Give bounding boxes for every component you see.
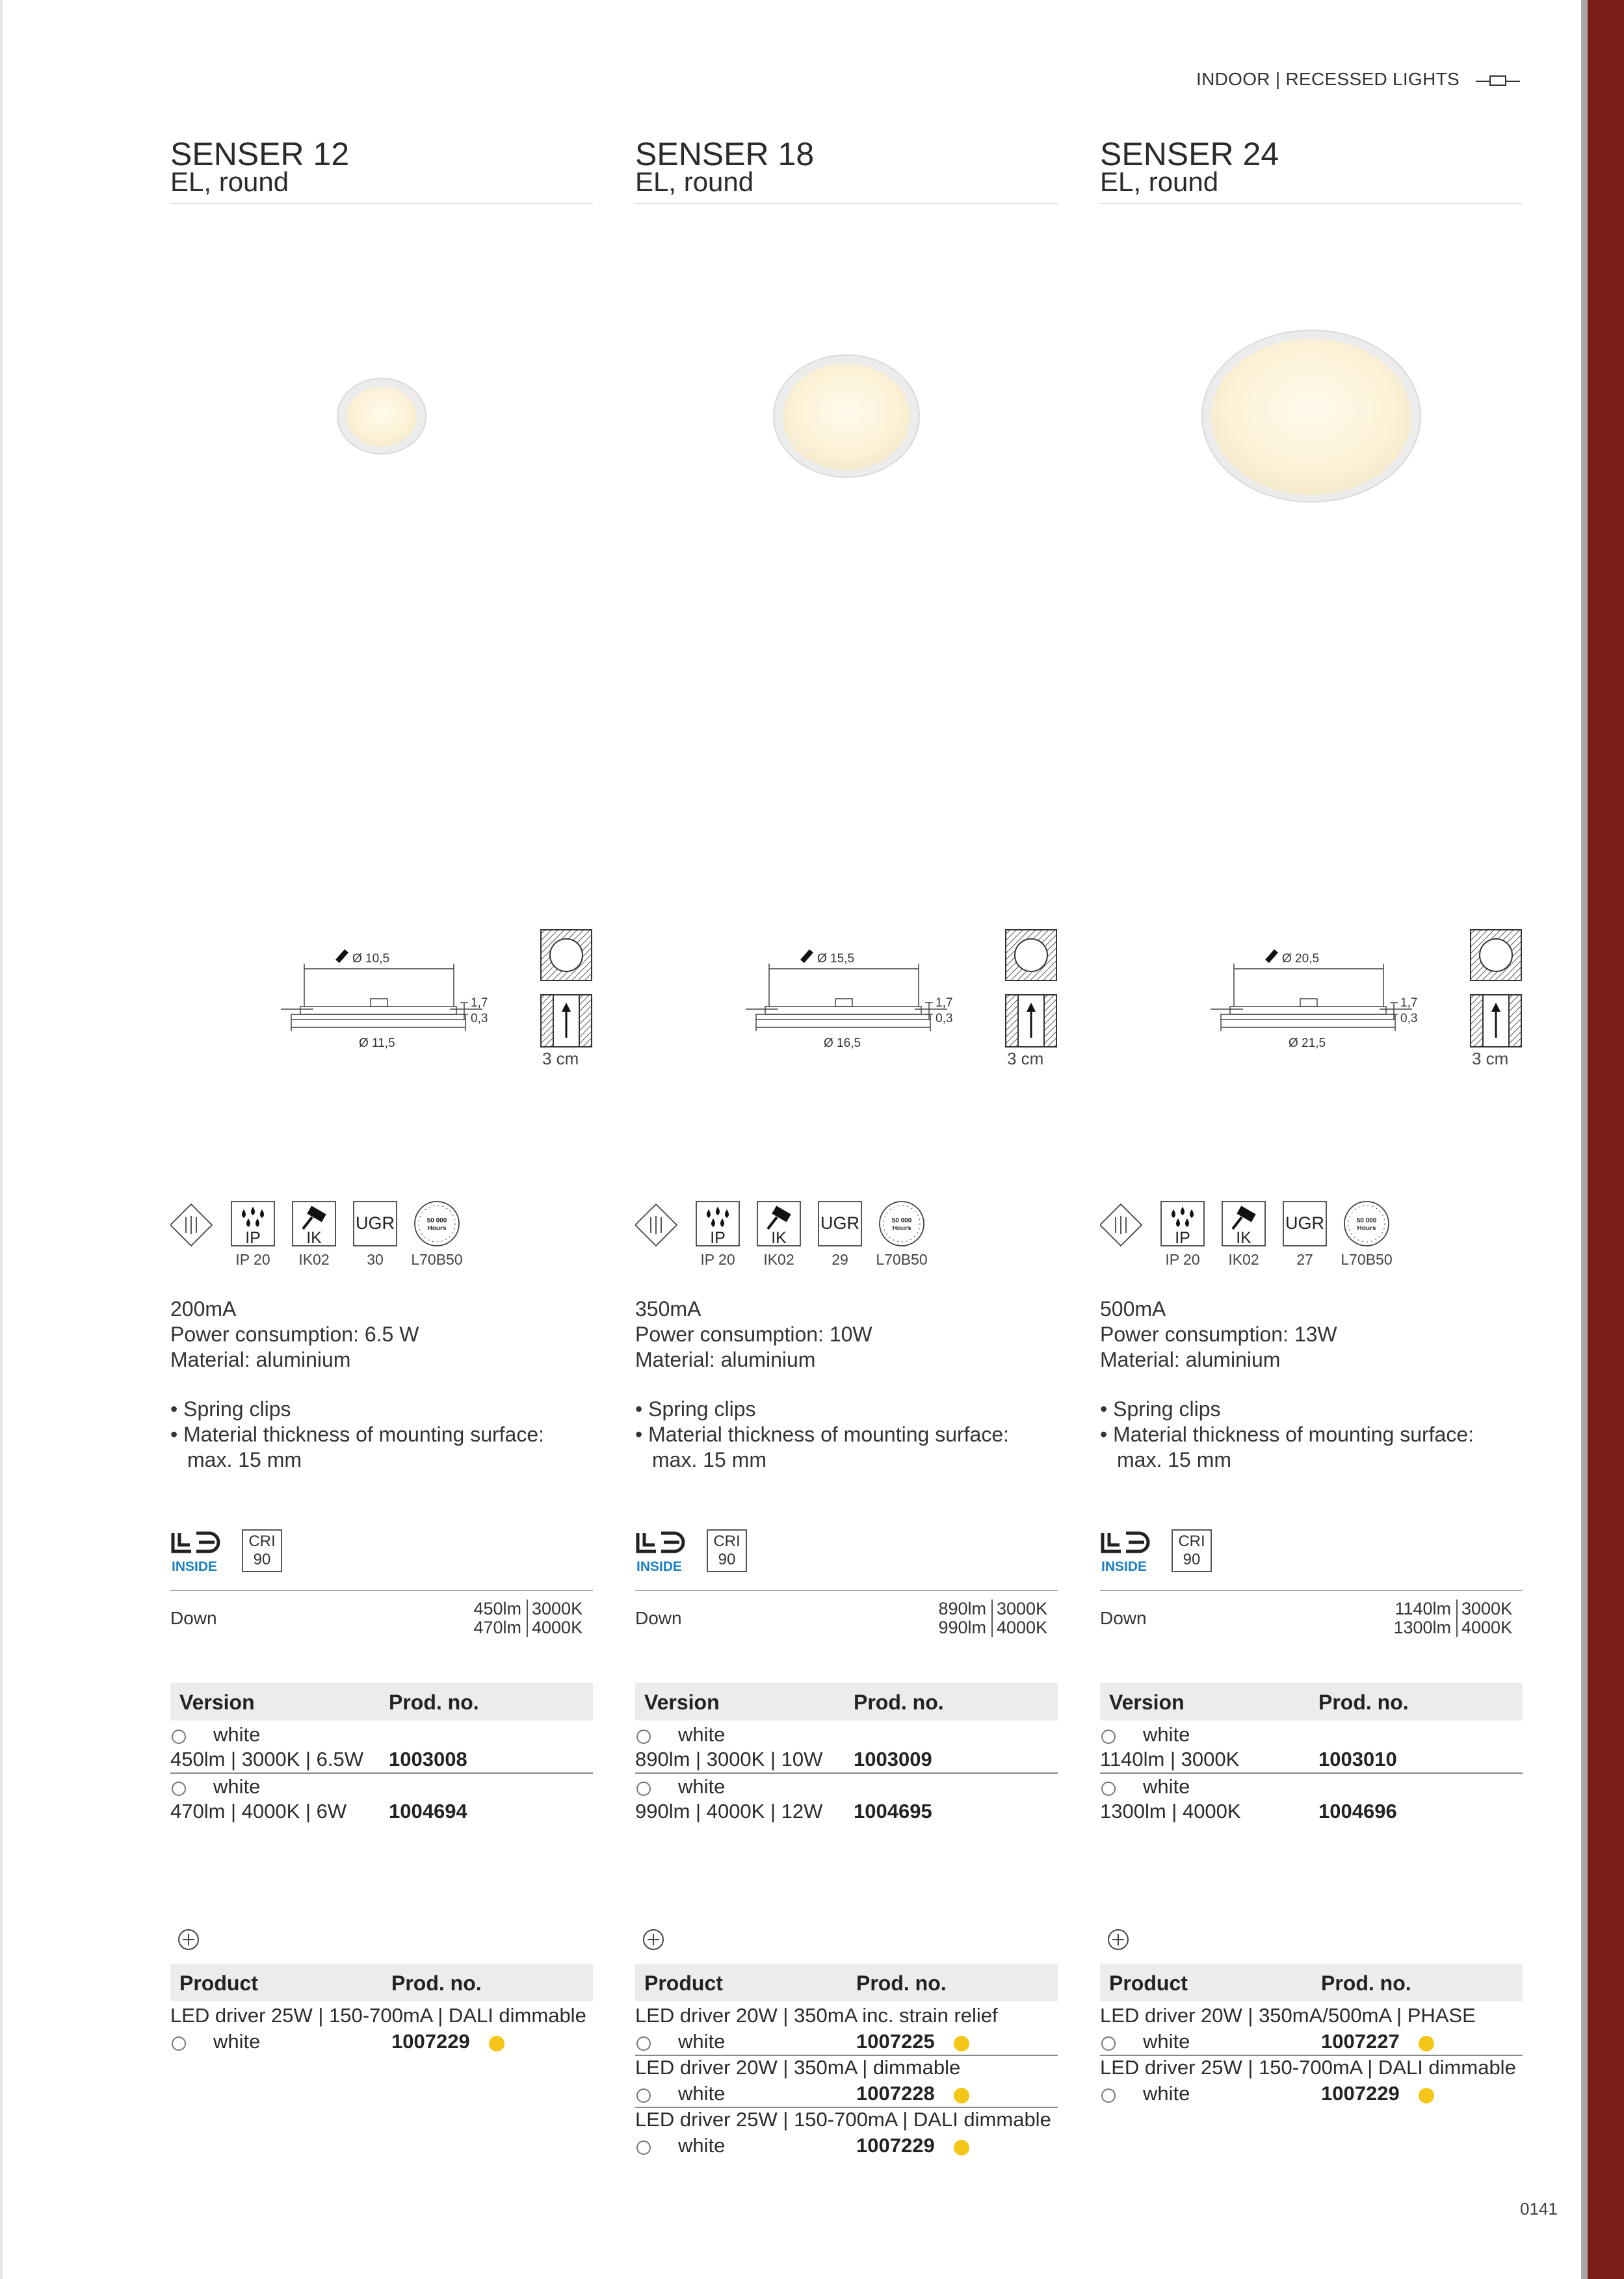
variant-radio[interactable] [636,1782,651,1796]
svg-text:INSIDE: INSIDE [636,1559,683,1574]
led-inside-icon [170,1531,222,1576]
product-column [170,0,593,2279]
variant-radio[interactable] [172,1782,186,1796]
availability-dot [1419,2088,1434,2103]
lifetime-value: L70B50 [876,1251,928,1268]
material-spec: Material: aluminium [1100,1348,1281,1371]
variant-radio[interactable] [1101,1782,1116,1796]
cri-value: 90 [1183,1551,1201,1568]
svg-text:50 000: 50 000 [426,1217,447,1224]
feature-bullet: • Material thickness of mounting surface: [170,1423,545,1446]
page-left-rule [0,0,3,2279]
section-header: INDOOR | RECESSED LIGHTS [1196,69,1460,89]
svg-text:Hours: Hours [1357,1225,1376,1232]
svg-text:IP: IP [1175,1229,1190,1247]
dim-inner: Ø 10,5 [352,952,390,966]
accessory-radio[interactable] [636,2036,651,2051]
svg-text:IP: IP [710,1229,726,1247]
feature-bullet: • Material thickness of mounting surface: [1100,1423,1474,1446]
current-spec: 200mA [170,1297,237,1321]
material-spec: Material: aluminium [635,1348,816,1371]
lumen-values [1360,1600,1451,1637]
cri-value: 90 [718,1551,736,1568]
protection-class-icon [170,1204,212,1246]
version-table-header [635,1683,1058,1720]
section-color-bar [1588,0,1624,2279]
led-inside-icon [635,1531,687,1576]
variant-prod-no: 1003010 [1318,1748,1397,1771]
dim-rim: 0,3 [1400,1012,1418,1025]
accessory-radio[interactable] [636,2141,651,2155]
ik-rating-icon [757,1202,800,1247]
accessory-prod-no: 1007225 [856,2030,935,2053]
accessory-name: LED driver 25W | 150-700mA | DALI dimmable [635,2108,1051,2131]
feature-bullet: • Spring clips [1100,1397,1221,1421]
dim-outer: Ø 11,5 [359,1036,395,1050]
color-temp-value: 3000K [997,1599,1048,1618]
product-photo [170,286,593,559]
accessory-color: white [678,2134,726,2157]
product-title: SENSER 24 [1100,136,1279,172]
svg-text:INSIDE: INSIDE [172,1559,218,1574]
variant-prod-no: 1003008 [389,1748,467,1771]
variant-color: white [213,1775,261,1798]
version-table-header [1100,1683,1523,1720]
light-direction: Down [1100,1608,1147,1628]
variant-radio[interactable] [636,1730,651,1744]
version-column-header: Version [644,1691,720,1714]
accessory-table-header [170,1964,593,2001]
accessory-color: white [678,2030,726,2053]
ugr-icon [354,1202,397,1246]
prodno-column-header: Prod. no. [854,1691,944,1714]
cri-value: 90 [253,1551,271,1568]
ik-value: IK02 [763,1251,794,1268]
variant-color: white [678,1775,726,1798]
dim-height: 1,7 [1400,996,1418,1010]
light-direction: Down [170,1608,217,1628]
led-inside-icon [1100,1531,1152,1576]
lumen-separator [527,1600,528,1637]
product-subtitle: EL, round [1100,166,1219,197]
svg-text:UGR: UGR [356,1213,395,1233]
power-spec: Power consumption: 6.5 W [170,1323,419,1346]
material-spec: Material: aluminium [170,1348,351,1371]
dimension-drawing [739,923,960,1073]
lumen-value: 1300lm [1393,1618,1451,1637]
dim-inner: Ø 15,5 [817,952,855,966]
ugr-value: 29 [832,1251,848,1268]
cri-badge [707,1529,747,1572]
prodno-column-header: Prod. no. [1321,1971,1411,1995]
svg-text:UGR: UGR [820,1213,859,1233]
accessory-name: LED driver 20W | 350mA/500mA | PHASE [1100,2004,1476,2027]
dimension-drawing [274,923,495,1073]
ik-rating-icon [293,1202,335,1247]
variant-color: white [213,1723,261,1746]
lumen-values [430,1600,521,1637]
title-divider [1100,203,1523,204]
dim-outer: Ø 16,5 [824,1036,861,1050]
lumen-divider [170,1590,593,1591]
svg-text:Hours: Hours [427,1225,447,1232]
cri-label: CRI [1178,1533,1205,1550]
lumen-divider [635,1590,1058,1591]
ik-rating-icon [1222,1202,1265,1247]
row-divider [170,1772,593,1774]
feature-bullet: • Spring clips [635,1397,756,1421]
variant-color: white [678,1723,726,1746]
svg-text:IP: IP [245,1229,261,1247]
protection-class-icon [1100,1204,1142,1246]
color-temp-value: 3000K [532,1599,583,1618]
accessory-name: LED driver 25W | 150-700mA | DALI dimmable [170,2004,586,2027]
accessory-color: white [678,2082,726,2105]
color-temps [532,1600,583,1637]
product-title: SENSER 12 [170,136,350,172]
lumen-value: 890lm [938,1599,986,1618]
svg-text:50 000: 50 000 [891,1217,912,1224]
variant-spec: 470lm | 4000K | 6W [170,1800,347,1823]
variant-radio[interactable] [172,1730,186,1744]
lifetime-hours-icon [415,1202,459,1246]
accessory-prod-no: 1007229 [856,2134,935,2157]
variant-prod-no: 1004694 [389,1800,467,1823]
variant-color: white [1143,1723,1190,1746]
product-photo [1100,286,1523,559]
ip-rating-icon [231,1202,274,1247]
color-temp-value: 3000K [1461,1599,1513,1618]
color-temps [997,1600,1047,1637]
lumen-values [895,1600,986,1637]
svg-text:IK: IK [1236,1229,1251,1247]
dim-rim: 0,3 [936,1012,953,1025]
prodno-column-header: Prod. no. [389,1691,479,1714]
ik-value: IK02 [1228,1251,1259,1268]
lumen-value: 990lm [938,1618,986,1637]
variant-spec: 890lm | 3000K | 10W [635,1748,823,1771]
accessory-prod-no: 1007229 [391,2030,470,2053]
dim-inner: Ø 20,5 [1282,952,1320,966]
availability-dot [954,2140,969,2155]
product-column-header: Product [644,1971,723,1995]
accessory-prod-no: 1007228 [856,2082,935,2105]
svg-text:IK: IK [306,1229,322,1247]
protection-class-icon [635,1204,677,1246]
product-column-header: Product [179,1971,258,1995]
accessory-radio[interactable] [172,2036,186,2051]
variant-prod-no: 1003009 [854,1748,932,1771]
accessory-color: white [1143,2030,1190,2053]
variant-spec: 1140lm | 3000K [1100,1748,1240,1771]
accessories-plus-icon [642,1928,665,1951]
color-temp-value: 4000K [1461,1618,1513,1637]
dim-height: 1,7 [471,996,488,1010]
light-direction: Down [635,1608,682,1628]
lifetime-value: L70B50 [1341,1251,1393,1268]
cri-label: CRI [248,1533,276,1550]
feature-bullet: • Material thickness of mounting surface: [635,1423,1010,1446]
variant-spec: 450lm | 3000K | 6.5W [170,1748,363,1771]
variant-color: white [1143,1775,1190,1798]
lumen-value: 470lm [473,1618,521,1637]
accessory-radio[interactable] [1101,2088,1116,2103]
mounting-depth-label: 3 cm [1472,1049,1509,1068]
accessory-table-header [1100,1964,1523,2001]
product-subtitle: EL, round [170,166,289,197]
ugr-value: 27 [1296,1251,1313,1268]
cri-label: CRI [713,1533,740,1550]
color-temp-value: 4000K [532,1618,583,1637]
product-column [635,0,1058,2279]
version-column-header: Version [1109,1691,1185,1714]
power-spec: Power consumption: 10W [635,1323,872,1346]
availability-dot [489,2036,504,2051]
current-spec: 350mA [635,1297,701,1321]
accessory-color: white [1143,2082,1190,2105]
version-table-header [170,1683,593,1720]
ip-rating-icon [1161,1202,1204,1247]
dim-rim: 0,3 [471,1012,488,1025]
svg-text:Hours: Hours [892,1225,911,1232]
ip-value: IP 20 [700,1251,735,1268]
lumen-separator [1456,1600,1458,1637]
title-divider [635,203,1058,204]
accessory-prod-no: 1007227 [1321,2030,1400,2053]
lumen-divider [1100,1590,1523,1591]
variant-spec: 990lm | 4000K | 12W [635,1800,823,1823]
accessory-radio[interactable] [1101,2036,1116,2051]
availability-dot [1419,2036,1434,2051]
cri-badge [242,1529,282,1572]
page-edge-shadow [1581,0,1588,2279]
availability-dot [954,2088,969,2103]
svg-text:UGR: UGR [1285,1213,1324,1233]
mounting-depth-label: 3 cm [1007,1049,1044,1068]
svg-text:INSIDE: INSIDE [1101,1559,1147,1574]
accessory-name: LED driver 20W | 350mA inc. strain relief [635,2004,998,2027]
color-temps [1461,1600,1512,1637]
accessory-name: LED driver 20W | 350mA | dimmable [635,2056,961,2079]
page-number: 0141 [1520,2199,1558,2219]
dimension-drawing [1204,923,1425,1073]
feature-bullet-cont: max. 15 mm [1117,1448,1232,1471]
lifetime-hours-icon [1344,1202,1389,1246]
ik-value: IK02 [298,1251,330,1268]
color-temp-value: 4000K [997,1618,1048,1637]
ip-rating-icon [696,1202,739,1247]
accessory-prod-no: 1007229 [1321,2082,1400,2105]
current-spec: 500mA [1100,1297,1166,1321]
availability-dot [954,2036,969,2051]
variant-prod-no: 1004695 [854,1800,932,1823]
product-title: SENSER 18 [635,136,815,172]
product-photo [635,286,1058,559]
mounting-depth-label: 3 cm [542,1049,579,1068]
prodno-column-header: Prod. no. [1318,1691,1409,1714]
feature-bullet-cont: max. 15 mm [652,1448,767,1471]
accessory-table-header [635,1964,1058,2001]
power-spec: Power consumption: 13W [1100,1323,1337,1346]
row-divider [1100,1772,1523,1774]
product-column [1100,0,1523,2279]
cri-badge [1172,1529,1212,1572]
svg-text:IK: IK [771,1229,787,1247]
accessories-plus-icon [177,1928,200,1951]
prodno-column-header: Prod. no. [856,1971,947,1995]
feature-bullet: • Spring clips [170,1397,291,1421]
lumen-value: 1140lm [1395,1599,1451,1618]
ugr-value: 30 [367,1251,384,1268]
accessories-plus-icon [1107,1928,1130,1951]
accessory-name: LED driver 25W | 150-700mA | DALI dimmable [1100,2056,1516,2079]
svg-text:50 000: 50 000 [1356,1217,1377,1224]
ip-value: IP 20 [235,1251,270,1268]
lifetime-value: L70B50 [411,1251,463,1268]
accessory-radio[interactable] [636,2088,651,2103]
variant-prod-no: 1004696 [1318,1800,1397,1823]
lumen-value: 450lm [473,1599,521,1618]
product-subtitle: EL, round [635,166,754,197]
lumen-separator [991,1600,993,1637]
ugr-icon [1283,1202,1326,1246]
variant-spec: 1300lm | 4000K [1100,1800,1241,1823]
lifetime-hours-icon [880,1202,924,1246]
prodno-column-header: Prod. no. [391,1971,482,1995]
product-column-header: Product [1109,1971,1188,1995]
variant-radio[interactable] [1101,1730,1116,1744]
row-divider [635,1772,1058,1774]
title-divider [170,203,593,204]
ip-value: IP 20 [1165,1251,1200,1268]
dim-height: 1,7 [936,996,953,1010]
dim-outer: Ø 21,5 [1289,1036,1326,1050]
accessory-color: white [213,2030,261,2053]
version-column-header: Version [179,1691,255,1714]
ugr-icon [819,1202,861,1246]
feature-bullet-cont: max. 15 mm [187,1448,302,1471]
